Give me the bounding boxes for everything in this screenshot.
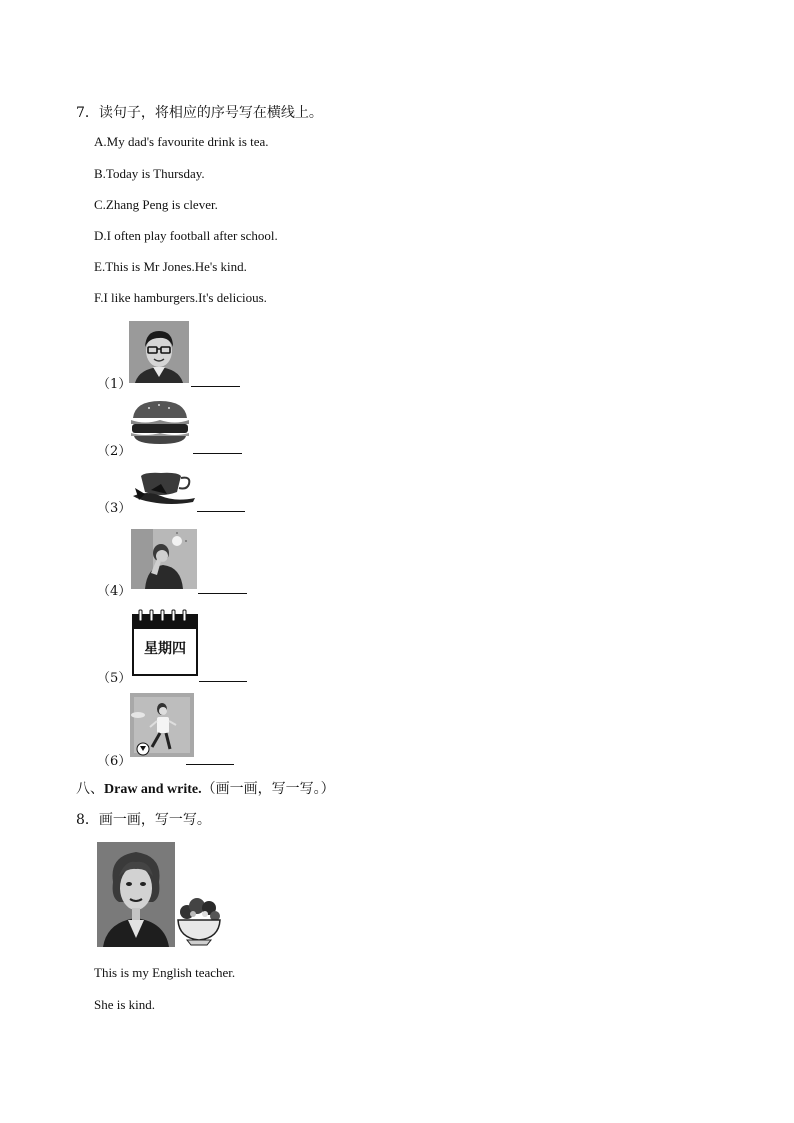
calendar-day-text: 星期四 (144, 641, 186, 657)
section-8-header (76, 778, 335, 798)
section-8-bold-title: Draw and write. (104, 782, 202, 797)
section-8-suffix: （画一画，写一写。） (201, 781, 335, 797)
boy-playing-football-icon (130, 693, 194, 757)
tea-cup-icon (131, 470, 197, 506)
item-1-label: （1） (97, 377, 132, 392)
answer-line-2: She is kind. (94, 997, 156, 1012)
sentence-c: C.Zhang Peng is clever. (94, 197, 218, 212)
sentence-d: D.I often play football after school. (94, 228, 278, 243)
answer-blank-6[interactable] (186, 764, 234, 765)
salad-bowl-icon (175, 894, 223, 946)
question-8-title: 8．画一画，写一写。 (76, 812, 211, 828)
answer-blank-3[interactable] (197, 511, 245, 512)
answer-blank-2[interactable] (193, 453, 242, 454)
man-with-glasses-icon (129, 321, 189, 383)
item-6-label: （6） (97, 754, 132, 769)
question-7-title: 7．读句子，将相应的序号写在横线上。 (76, 105, 323, 121)
sentence-b: B.Today is Thursday. (94, 166, 205, 181)
answer-line-1: This is my English teacher. (94, 965, 236, 980)
section-8-prefix: 八、 (76, 781, 104, 797)
boy-thinking-icon (131, 529, 197, 589)
answer-blank-1[interactable] (191, 386, 240, 387)
item-3-label: （3） (97, 501, 132, 516)
item-4-label: （4） (97, 584, 132, 599)
sentence-a: A.My dad's favourite drink is tea. (94, 134, 269, 149)
hamburger-icon (129, 398, 191, 446)
woman-teacher-icon (97, 842, 175, 947)
item-2-label: （2） (97, 444, 132, 459)
answer-blank-5[interactable] (199, 681, 247, 682)
item-5-label: （5） (97, 671, 132, 686)
sentence-e: E.This is Mr Jones.He's kind. (94, 259, 247, 274)
answer-blank-4[interactable] (198, 593, 247, 594)
sentence-f: F.I like hamburgers.It's delicious. (94, 290, 267, 305)
calendar-icon (131, 609, 199, 677)
